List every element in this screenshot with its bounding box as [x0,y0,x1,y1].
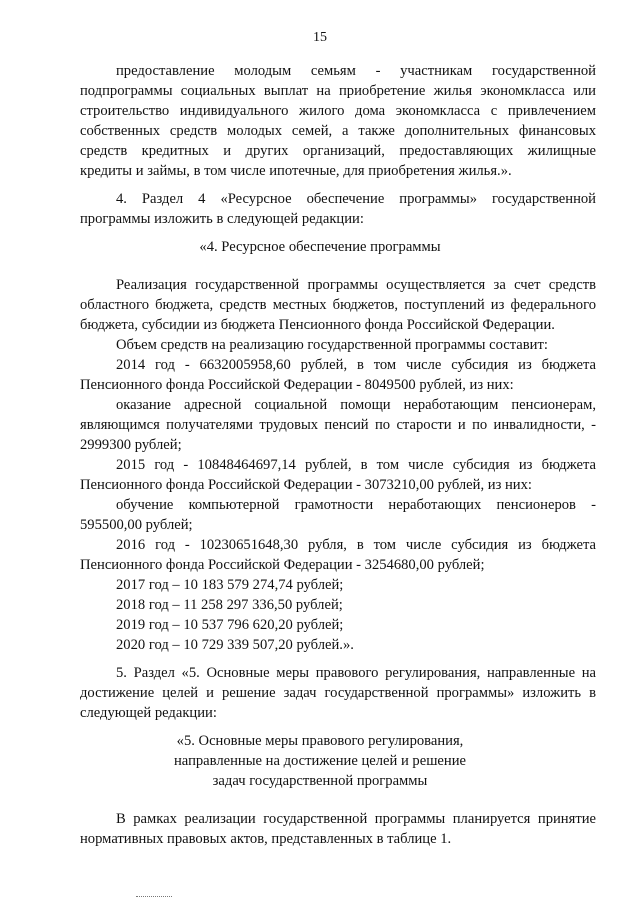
text-line: бюджета, субсидии из бюджета Пенсионного фонда Российской Федерации. [80,317,555,333]
text-line: Пенсионного фонда Российской Федерации - 3073210,00 рублей, из них: [80,477,532,493]
section-heading: «4. Ресурсное обеспечение программы [199,239,441,255]
text-line: 2020 год – 10 729 339 507,20 рублей.». [116,637,354,653]
text-line: оказание адресной социальной помощи неработающим пенсионерам, [116,397,596,413]
text-line: кредиты и займы, в том числе ипотечные, для приобретения жилья.». [80,163,512,179]
text-line: строительство индивидуального жилого дома экономкласса с привлечением [80,103,596,119]
text-line: 2014 год - 6632005958,60 рублей, в том числе субсидия из бюджета [116,357,596,373]
text-line: достижение целей и решение задач государственной программы» изложить в [80,685,596,701]
text-line: 2015 год - 10848464697,14 рублей, в том числе субсидия из бюджета [116,457,596,473]
text-line: средств кредитных и других организаций, предоставляющих жилищные [80,143,596,159]
text-line: В рамках реализации государственной программы планируется принятие [116,811,596,827]
text-line: 2016 год - 10230651648,30 рубля, в том числе субсидия из бюджета [116,537,596,553]
text-line: обучение компьютерной грамотности неработающих пенсионеров - [116,497,596,513]
text-line: являющимся получателями трудовых пенсий по старости и по инвалидности, - [80,417,596,433]
text-line: программы изложить в следующей редакции: [80,211,364,227]
page-number: 15 [313,30,327,45]
text-line: 2017 год – 10 183 579 274,74 рублей; [116,577,344,593]
text-line: Пенсионного фонда Российской Федерации - 8049500 рублей, из них: [80,377,514,393]
section-heading: задач государственной программы [212,773,428,789]
text-line: 2018 год – 11 258 297 336,50 рублей; [116,597,343,613]
text-line: Пенсионного фонда Российской Федерации - 3254680,00 рублей; [80,557,485,573]
text-line: подпрограммы социальных выплат на приобретение жилья экономкласса или [80,83,596,99]
text-line: следующей редакции: [80,705,217,721]
text-line: 4. Раздел 4 «Ресурсное обеспечение программы» государственной [116,191,596,207]
scan-mark [136,896,172,897]
text-line: 5. Раздел «5. Основные меры правового регулирования, направленные на [116,665,596,681]
text-line: предоставление молодым семьям - участникам государственной [116,63,596,79]
text-line: Объем средств на реализацию государственной программы составит: [116,337,548,353]
text-line: Реализация государственной программы осуществляется за счет средств [116,277,596,293]
text-line: областного бюджета, средств местных бюджетов, поступлений из федерального [80,297,596,313]
section-heading: направленные на достижение целей и решение [173,753,467,769]
text-line: 2019 год – 10 537 796 620,20 рублей; [116,617,344,633]
section-heading: «5. Основные меры правового регулирования, [176,733,464,749]
text-line: 2999300 рублей; [80,437,182,453]
text-line: собственных средств молодых семей, а также дополнительных финансовых [80,123,596,139]
text-line: нормативных правовых актов, представленных в таблице 1. [80,831,452,847]
text-line: 595500,00 рублей; [80,517,193,533]
